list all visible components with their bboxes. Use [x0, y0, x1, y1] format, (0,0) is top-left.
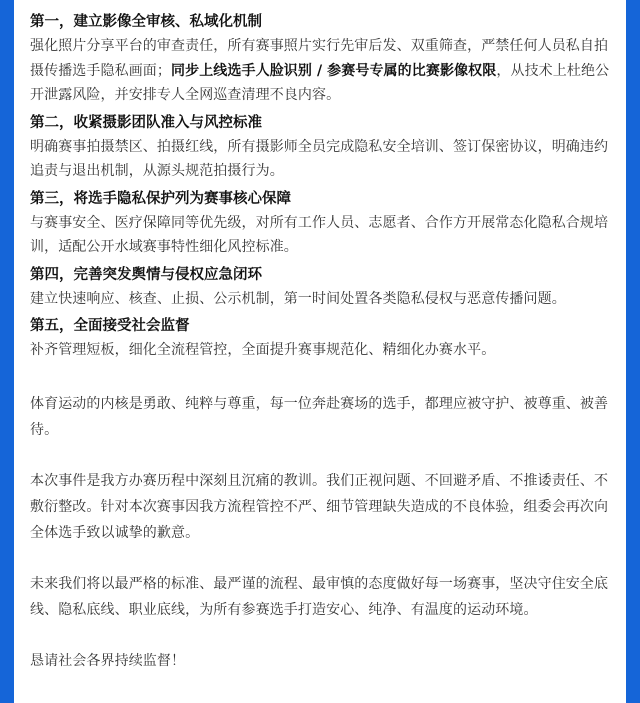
document-page [14, 0, 626, 703]
closing-paragraph: 体育运动的内核是勇敢、纯粹与尊重，每一位奔赴赛场的选手，都理应被守护、被尊重、被善待。 [30, 395, 609, 438]
closing-paragraph: 本次事件是我方办赛历程中深刻且沉痛的教训。我们正视问题、不回避矛盾、不推诿责任、不敷衍整改。针对本次赛事因我方流程管控不严、细节管理缺失造成的不良体验，组委会再次向全体选手致以诚挚的歉意。 [30, 472, 609, 541]
closing-paragraph: 未来我们将以最严格的标准、最严谨的流程、最审慎的态度做好每一场赛事，坚决守住安全底线、隐私底线、职业底线，为所有参赛选手打造安心、纯净、有温度的运动环境。 [30, 575, 609, 618]
section-3 [30, 187, 610, 260]
section-body: 建立快速响应、核查、止损、公示机制，第一时间处置各类隐私侵权与恶意传播问题。 [30, 290, 566, 307]
section-heading: 第五，全面接受社会监督 [30, 318, 190, 334]
section-2 [30, 111, 610, 184]
section-4 [30, 263, 610, 312]
spacer [30, 443, 610, 468]
section-body-bold: 同步上线选手人脸识别 / 参赛号专属的比赛影像权限 [171, 62, 497, 79]
section-heading: 第三，将选手隐私保护列为赛事核心保障 [30, 190, 291, 207]
section-heading: 第二，收紧摄影团队准入与风控标准 [30, 114, 262, 131]
section-body-text: 强化照片分享平台的审查责任，所有赛事照片实行先审后发、双重筛查，严禁任何人员私自拍摄传播选手隐私画面； [30, 38, 609, 79]
section-body: 补齐管理短板，细化全流程管控，全面提升赛事规范化、精细化办赛水平。 [30, 342, 496, 358]
spacer [30, 623, 610, 648]
section-5 [30, 314, 610, 363]
section-1 [30, 10, 610, 108]
spacer [30, 546, 610, 571]
section-body: 明确赛事拍摄禁区、拍摄红线，所有摄影师全员完成隐私安全培训、签订保密协议，明确违约追责与退出机制，从源头规范拍摄行为。 [30, 138, 609, 179]
closing-paragraph: 恳请社会各界持续监督！ [30, 652, 186, 669]
section-heading: 第一，建立影像全审核、私域化机制 [30, 14, 262, 30]
section-body-text: ，从技术上杜绝公开泄露风险，并安排专人全网巡查清理不良内容。 [30, 62, 610, 103]
section-heading: 第四，完善突发舆情与侵权应急闭环 [30, 266, 262, 283]
section-body [30, 34, 610, 108]
section-body: 与赛事安全、医疗保障同等优先级，对所有工作人员、志愿者、合作方开展常态化隐私合规培训，适配公开水域赛事特性细化风控标准。 [30, 214, 609, 255]
spacer [30, 366, 610, 391]
